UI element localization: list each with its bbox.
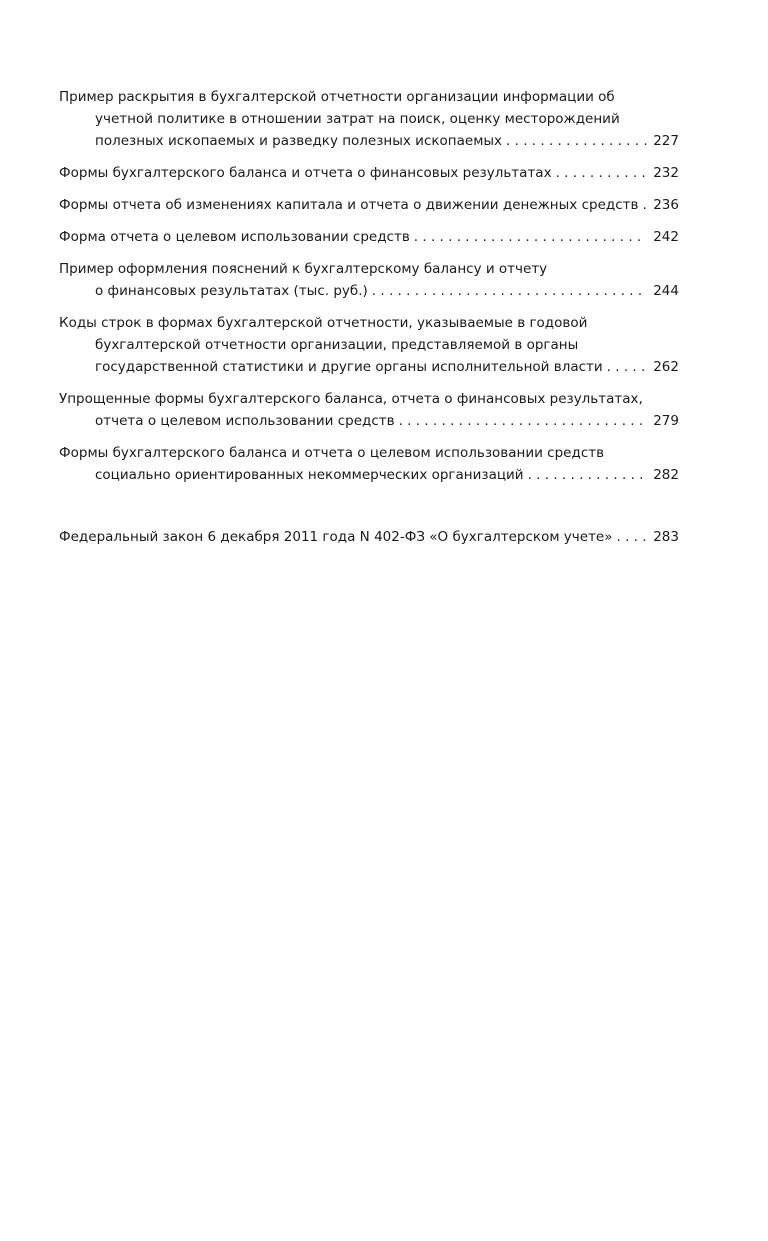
toc-entry[interactable] [59,258,679,302]
toc-entry[interactable] [59,226,679,248]
toc-entry-title: Формы отчета об изменениях капитала и отчета о движении денежных средств [59,197,639,213]
toc-entry-title: Формы бухгалтерского баланса и отчета о целевом использовании средств [59,445,605,461]
toc-entry[interactable] [59,312,679,378]
dot-leader [372,280,647,302]
toc-entry-title: Форма отчета о целевом использовании средств [59,229,410,245]
toc-entry-title: Упрощенные формы бухгалтерского баланса, отчета о финансовых результатах, [59,391,643,407]
toc-entry-last-line [59,226,679,248]
toc-page-number: 242 [653,229,679,245]
toc-entry-title: Пример оформления пояснений к бухгалтерскому балансу и отчету [59,261,548,277]
toc-entry-title-continued: о финансовых результатах (тыс. руб.) [95,283,368,299]
toc-entry-title-continued: государственной статистики и другие органы исполнительной власти [95,359,603,375]
dot-leader [506,130,647,152]
toc-entry-title: Пример раскрытия в бухгалтерской отчетности организации информации об [59,89,615,105]
toc-entry-title-continued: полезных ископаемых и разведку полезных ископаемых [95,133,503,149]
toc-entry-last-line [59,162,679,184]
toc-entry-last-line [59,526,679,548]
dot-leader [528,464,648,486]
toc-entry-last-line [59,280,679,302]
toc-page-number: 232 [653,165,679,181]
toc-entry-title-continued: учетной политике в отношении затрат на поиск, оценку месторождений [95,111,620,127]
toc-entry-title: Коды строк в формах бухгалтерской отчетности, указываемые в годовой [59,315,588,331]
table-of-contents [59,86,679,558]
toc-page-number: 262 [653,359,679,375]
toc-entry[interactable] [59,526,679,548]
toc-page-number: 283 [653,529,679,545]
toc-page-number: 227 [653,133,679,149]
toc-entry-title: Формы бухгалтерского баланса и отчета о финансовых результатах [59,165,552,181]
toc-entry-last-line [59,410,679,432]
toc-page-number: 282 [653,467,679,483]
dot-leader [607,356,648,378]
dot-leader [556,162,648,184]
toc-entry-last-line [59,356,679,378]
toc-entry-last-line [59,194,679,216]
toc-page-number: 244 [653,283,679,299]
toc-entry-title-continued: бухгалтерской отчетности организации, представляемой в органы [95,337,579,353]
toc-entry[interactable] [59,388,679,432]
dot-leader [414,226,647,248]
toc-entry-title-continued: социально ориентированных некоммерческих организаций [95,467,524,483]
dot-leader [399,410,648,432]
toc-entry-last-line [59,464,679,486]
toc-entry-title: Федеральный закон 6 декабря 2011 года N 402-ФЗ «О бухгалтерском учете» [59,529,613,545]
toc-page-number: 279 [653,413,679,429]
toc-entry[interactable] [59,194,679,216]
toc-page-number: 236 [653,197,679,213]
dot-leader [617,526,648,548]
toc-entry-title-continued: отчета о целевом использовании средств [95,413,395,429]
toc-entry[interactable] [59,86,679,152]
toc-entry[interactable] [59,442,679,486]
toc-entry-last-line [59,130,679,152]
toc-entry[interactable] [59,162,679,184]
